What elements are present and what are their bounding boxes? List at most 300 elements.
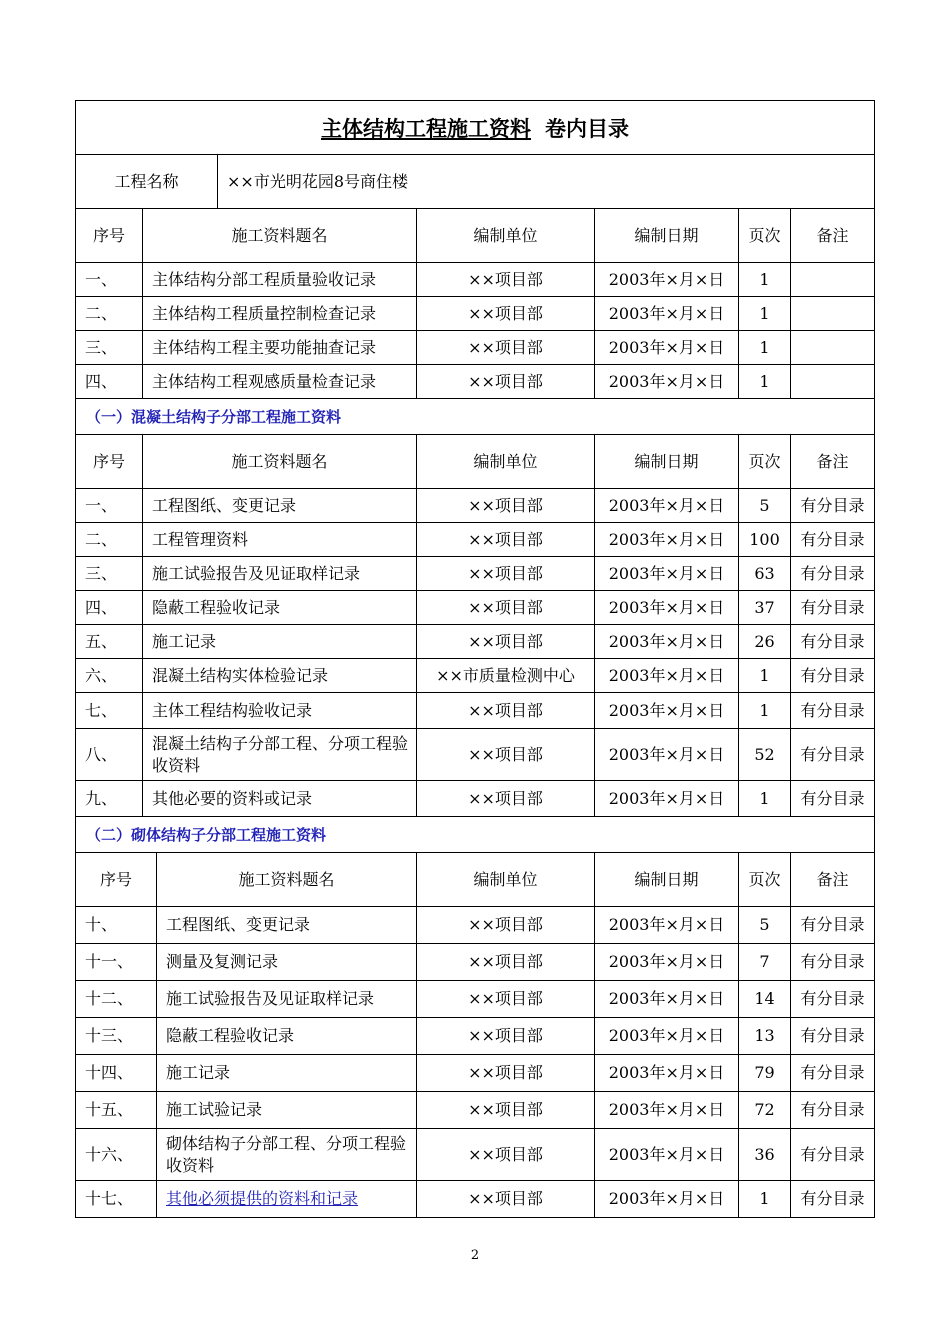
pages-text: 1	[759, 337, 770, 357]
date-text: 2003年×月×日	[608, 1026, 725, 1045]
section2-title: （二）砌体结构子分部工程施工资料	[75, 817, 875, 853]
cell-note	[790, 263, 874, 296]
table-row	[75, 263, 875, 297]
unit-text: ××项目部	[468, 1189, 543, 1208]
pages-text: 1	[759, 371, 770, 391]
name-text: 施工记录	[152, 631, 217, 651]
header-unit: 编制单位	[416, 209, 594, 262]
unit-text: ××项目部	[468, 1063, 543, 1082]
name-text: 隐蔽工程验收记录	[166, 1026, 295, 1045]
unit-text: ××项目部	[468, 989, 543, 1008]
date-text: 2003年×月×日	[608, 1063, 725, 1082]
date-text: 2003年×月×日	[608, 303, 725, 323]
cell-pages	[738, 907, 790, 943]
header-seq: 序号	[92, 451, 125, 471]
cell-name	[142, 489, 416, 522]
cell-seq	[76, 1018, 156, 1054]
header-date: 编制日期	[594, 435, 738, 488]
cell-seq	[76, 625, 142, 658]
unit-text: ××项目部	[468, 337, 543, 357]
note-text: 有分目录	[800, 631, 865, 651]
cell-unit	[416, 944, 594, 980]
table-row	[75, 659, 875, 693]
cell-unit	[416, 729, 594, 780]
cell-pages	[738, 523, 790, 556]
name-text: 其他必要的资料或记录	[152, 788, 313, 808]
table-row	[75, 591, 875, 625]
header-name: 施工资料题名	[142, 209, 416, 262]
cell-date	[594, 297, 738, 330]
unit-text: ××项目部	[468, 952, 543, 971]
date-text: 2003年×月×日	[608, 700, 725, 720]
cell-date	[594, 1018, 738, 1054]
name-text: 主体结构分部工程质量验收记录	[152, 269, 377, 289]
seq-text: 十五、	[85, 1100, 134, 1119]
header-pages: 页次	[738, 853, 790, 906]
date-text: 2003年×月×日	[608, 631, 725, 651]
cell-name	[142, 781, 416, 816]
note-text: 有分目录	[800, 915, 865, 934]
note-text: 有分目录	[800, 495, 865, 515]
name-text: 混凝土结构子分部工程、分项工程验收资料	[152, 733, 409, 775]
pages-text: 26	[754, 631, 775, 651]
cell-unit	[416, 263, 594, 296]
pages-text: 72	[754, 1100, 775, 1119]
pages-text: 37	[754, 597, 775, 617]
cell-unit	[416, 591, 594, 624]
date-text: 2003年×月×日	[608, 744, 725, 764]
cell-date	[594, 781, 738, 816]
project-label: 工程名称	[114, 171, 179, 191]
cell-note	[790, 1092, 874, 1128]
cell-note	[790, 1181, 874, 1217]
pages-text: 1	[759, 269, 770, 289]
cell-name	[156, 981, 416, 1017]
seq-text: 十二、	[85, 989, 134, 1008]
unit-text: ××项目部	[468, 915, 543, 934]
cell-note	[790, 365, 874, 398]
pages-text: 1	[759, 788, 770, 808]
cell-date	[594, 729, 738, 780]
catalog-table	[75, 100, 875, 1218]
cell-seq	[76, 1092, 156, 1128]
unit-text: ××项目部	[468, 303, 543, 323]
note-text: 有分目录	[800, 788, 865, 808]
name-text: 工程管理资料	[152, 529, 249, 549]
cell-name	[142, 297, 416, 330]
table-row	[75, 1129, 875, 1181]
header-date: 编制日期	[594, 853, 738, 906]
table-row	[75, 1181, 875, 1218]
cell-seq	[76, 1181, 156, 1217]
cell-pages	[738, 1018, 790, 1054]
header-note: 备注	[790, 853, 874, 906]
date-text: 2003年×月×日	[608, 1189, 725, 1208]
cell-name	[142, 557, 416, 590]
cell-seq	[76, 1129, 156, 1180]
cell-pages	[738, 1129, 790, 1180]
cell-date	[594, 625, 738, 658]
seq-text: 六、	[85, 665, 118, 685]
seq-text: 十六、	[85, 1144, 134, 1164]
name-text: 混凝土结构实体检验记录	[152, 665, 329, 685]
cell-name	[142, 659, 416, 692]
cell-unit	[416, 1129, 594, 1180]
note-text: 有分目录	[800, 1026, 865, 1045]
note-text: 有分目录	[800, 597, 865, 617]
table-row	[75, 693, 875, 729]
cell-unit	[416, 1055, 594, 1091]
date-text: 2003年×月×日	[608, 915, 725, 934]
name-text: 施工记录	[166, 1063, 231, 1082]
seq-text: 七、	[85, 700, 118, 720]
item-link[interactable]: 其他必须提供的资料和记录	[166, 1189, 359, 1208]
seq-text: 十七、	[85, 1189, 134, 1208]
date-text: 2003年×月×日	[608, 788, 725, 808]
table-row	[75, 1092, 875, 1129]
header-pages: 页次	[738, 435, 790, 488]
cell-unit	[416, 489, 594, 522]
table-row	[75, 297, 875, 331]
cell-name	[142, 625, 416, 658]
date-text: 2003年×月×日	[608, 529, 725, 549]
header-row-section1	[75, 435, 875, 489]
name-text: 工程图纸、变更记录	[152, 495, 297, 515]
header-unit: 编制单位	[416, 435, 594, 488]
cell-unit	[416, 659, 594, 692]
cell-note	[790, 331, 874, 364]
pages-text: 36	[754, 1144, 775, 1164]
cell-note	[790, 907, 874, 943]
document-title	[76, 101, 874, 154]
date-text: 2003年×月×日	[608, 1100, 725, 1119]
pages-text: 7	[759, 952, 770, 971]
cell-pages	[738, 944, 790, 980]
page-number: 2	[470, 1248, 480, 1263]
date-text: 2003年×月×日	[608, 597, 725, 617]
section1-title: （一）混凝土结构子分部工程施工资料	[75, 399, 875, 435]
cell-name	[142, 693, 416, 728]
cell-seq	[76, 591, 142, 624]
cell-unit	[416, 981, 594, 1017]
cell-pages	[738, 263, 790, 296]
cell-unit	[416, 1181, 594, 1217]
unit-text: ××项目部	[468, 597, 543, 617]
cell-name	[142, 331, 416, 364]
table-row	[75, 557, 875, 591]
cell-name	[142, 591, 416, 624]
pages-text: 13	[754, 1026, 775, 1045]
cell-note	[790, 489, 874, 522]
title-suffix: 卷内目录	[545, 116, 629, 141]
cell-note	[790, 625, 874, 658]
table-row	[75, 944, 875, 981]
seq-text: 十三、	[85, 1026, 134, 1045]
cell-unit	[416, 557, 594, 590]
title-main: 主体结构工程施工资料	[321, 116, 531, 141]
cell-pages	[738, 1055, 790, 1091]
name-text: 测量及复测记录	[166, 952, 279, 971]
note-text: 有分目录	[800, 989, 865, 1008]
header-date: 编制日期	[594, 209, 738, 262]
cell-unit	[416, 693, 594, 728]
cell-date	[594, 365, 738, 398]
pages-text: 52	[754, 744, 775, 764]
date-text: 2003年×月×日	[608, 1144, 725, 1164]
cell-seq	[76, 781, 142, 816]
unit-text: ××项目部	[468, 788, 543, 808]
cell-date	[594, 907, 738, 943]
header-row-section2	[75, 853, 875, 907]
pages-text: 1	[759, 1189, 770, 1208]
cell-seq	[76, 1055, 156, 1091]
cell-pages	[738, 331, 790, 364]
cell-pages	[738, 297, 790, 330]
cell-date	[594, 263, 738, 296]
name-text: 工程图纸、变更记录	[166, 915, 311, 934]
seq-text: 二、	[85, 303, 118, 323]
cell-unit	[416, 365, 594, 398]
header-name: 施工资料题名	[142, 435, 416, 488]
project-value: ××市光明花园8号商住楼	[217, 155, 874, 208]
note-text: 有分目录	[800, 1189, 865, 1208]
cell-seq	[76, 331, 142, 364]
header-note: 备注	[790, 435, 874, 488]
cell-unit	[416, 1018, 594, 1054]
date-text: 2003年×月×日	[608, 495, 725, 515]
table-row	[75, 489, 875, 523]
unit-text: ××项目部	[468, 371, 543, 391]
cell-note	[790, 659, 874, 692]
pages-text: 1	[759, 303, 770, 323]
table-row	[75, 365, 875, 399]
cell-date	[594, 591, 738, 624]
unit-text: ××项目部	[468, 1026, 543, 1045]
note-text: 有分目录	[800, 563, 865, 583]
note-text: 有分目录	[800, 744, 865, 764]
cell-pages	[738, 693, 790, 728]
name-text: 主体结构工程质量控制检查记录	[152, 303, 377, 323]
date-text: 2003年×月×日	[608, 371, 725, 391]
name-text: 主体结构工程观感质量检查记录	[152, 371, 377, 391]
cell-name	[156, 1092, 416, 1128]
cell-pages	[738, 489, 790, 522]
note-text: 有分目录	[800, 1144, 865, 1164]
cell-date	[594, 693, 738, 728]
cell-date	[594, 331, 738, 364]
date-text: 2003年×月×日	[608, 269, 725, 289]
date-text: 2003年×月×日	[608, 337, 725, 357]
cell-name	[156, 1181, 416, 1217]
cell-seq	[76, 907, 156, 943]
table-row	[75, 625, 875, 659]
table-row	[75, 1055, 875, 1092]
seq-text: 九、	[85, 788, 118, 808]
cell-note	[790, 693, 874, 728]
date-text: 2003年×月×日	[608, 563, 725, 583]
cell-date	[594, 944, 738, 980]
seq-text: 五、	[85, 631, 118, 651]
cell-unit	[416, 1092, 594, 1128]
cell-note	[790, 729, 874, 780]
table-row	[75, 331, 875, 365]
unit-text: ××项目部	[468, 529, 543, 549]
table-row	[75, 523, 875, 557]
name-text: 隐蔽工程验收记录	[152, 597, 281, 617]
header-unit: 编制单位	[416, 853, 594, 906]
seq-text: 三、	[85, 337, 118, 357]
cell-note	[790, 297, 874, 330]
cell-name	[156, 1129, 416, 1180]
cell-date	[594, 659, 738, 692]
project-row	[75, 155, 875, 209]
title-row	[75, 100, 875, 155]
pages-text: 5	[759, 495, 770, 515]
cell-name	[156, 1018, 416, 1054]
cell-unit	[416, 297, 594, 330]
cell-seq	[76, 297, 142, 330]
cell-name	[156, 907, 416, 943]
name-text: 砌体结构子分部工程、分项工程验收资料	[166, 1133, 407, 1175]
cell-date	[594, 981, 738, 1017]
date-text: 2003年×月×日	[608, 989, 725, 1008]
cell-unit	[416, 625, 594, 658]
table-row	[75, 729, 875, 781]
cell-pages	[738, 659, 790, 692]
table-row	[75, 907, 875, 944]
cell-date	[594, 1092, 738, 1128]
cell-pages	[738, 625, 790, 658]
cell-note	[790, 1055, 874, 1091]
unit-text: ××项目部	[468, 495, 543, 515]
cell-seq	[76, 489, 142, 522]
pages-text: 1	[759, 700, 770, 720]
cell-note	[790, 1018, 874, 1054]
cell-pages	[738, 1181, 790, 1217]
seq-text: 二、	[85, 529, 118, 549]
seq-text: 四、	[85, 597, 118, 617]
note-text: 有分目录	[800, 1063, 865, 1082]
unit-text: ××项目部	[468, 744, 543, 764]
unit-text: ××项目部	[468, 631, 543, 651]
header-seq: 序号	[92, 225, 125, 245]
seq-text: 十、	[85, 915, 118, 934]
name-text: 施工试验报告及见证取样记录	[152, 563, 361, 583]
unit-text: ××项目部	[468, 700, 543, 720]
cell-note	[790, 944, 874, 980]
cell-name	[142, 729, 416, 780]
cell-name	[142, 523, 416, 556]
table-row	[75, 1018, 875, 1055]
header-pages: 页次	[738, 209, 790, 262]
seq-text: 一、	[85, 269, 118, 289]
cell-seq	[76, 557, 142, 590]
cell-unit	[416, 907, 594, 943]
cell-seq	[76, 944, 156, 980]
cell-unit	[416, 331, 594, 364]
note-text: 有分目录	[800, 665, 865, 685]
name-text: 施工试验报告及见证取样记录	[166, 989, 375, 1008]
name-text: 主体工程结构验收记录	[152, 700, 313, 720]
cell-date	[594, 1055, 738, 1091]
cell-pages	[738, 729, 790, 780]
table-row	[75, 781, 875, 817]
header-row-main	[75, 209, 875, 263]
unit-text: ××项目部	[468, 1100, 543, 1119]
note-text: 有分目录	[800, 529, 865, 549]
note-text: 有分目录	[800, 700, 865, 720]
seq-text: 三、	[85, 563, 118, 583]
cell-date	[594, 1181, 738, 1217]
pages-text: 5	[759, 915, 770, 934]
cell-note	[790, 523, 874, 556]
unit-text: ××项目部	[468, 1144, 543, 1164]
cell-seq	[76, 523, 142, 556]
cell-pages	[738, 781, 790, 816]
unit-text: ××项目部	[468, 269, 543, 289]
seq-text: 十四、	[85, 1063, 134, 1082]
cell-name	[156, 944, 416, 980]
cell-name	[142, 263, 416, 296]
pages-text: 79	[754, 1063, 775, 1082]
cell-date	[594, 557, 738, 590]
cell-date	[594, 1129, 738, 1180]
pages-text: 1	[759, 665, 770, 685]
cell-note	[790, 557, 874, 590]
cell-pages	[738, 981, 790, 1017]
header-note: 备注	[790, 209, 874, 262]
cell-seq	[76, 659, 142, 692]
cell-pages	[738, 1092, 790, 1128]
unit-text: ××市质量检测中心	[436, 665, 575, 685]
seq-text: 八、	[85, 744, 118, 764]
note-text: 有分目录	[800, 1100, 865, 1119]
cell-date	[594, 489, 738, 522]
date-text: 2003年×月×日	[608, 952, 725, 971]
pages-text: 100	[749, 529, 780, 549]
cell-note	[790, 981, 874, 1017]
cell-unit	[416, 523, 594, 556]
pages-text: 14	[754, 989, 775, 1008]
name-text: 施工试验记录	[166, 1100, 263, 1119]
cell-note	[790, 1129, 874, 1180]
cell-seq	[76, 263, 142, 296]
name-text: 主体结构工程主要功能抽查记录	[152, 337, 377, 357]
cell-name	[156, 1055, 416, 1091]
cell-pages	[738, 557, 790, 590]
cell-seq	[76, 365, 142, 398]
seq-text: 一、	[85, 495, 118, 515]
date-text: 2003年×月×日	[608, 665, 725, 685]
pages-text: 63	[754, 563, 775, 583]
header-seq: 序号	[99, 869, 132, 889]
cell-unit	[416, 781, 594, 816]
cell-pages	[738, 591, 790, 624]
seq-text: 十一、	[85, 952, 134, 971]
cell-seq	[76, 729, 142, 780]
cell-date	[594, 523, 738, 556]
header-name: 施工资料题名	[156, 853, 416, 906]
table-row	[75, 981, 875, 1018]
note-text: 有分目录	[800, 952, 865, 971]
cell-note	[790, 781, 874, 816]
cell-name	[142, 365, 416, 398]
cell-pages	[738, 365, 790, 398]
cell-note	[790, 591, 874, 624]
cell-seq	[76, 981, 156, 1017]
cell-seq	[76, 693, 142, 728]
seq-text: 四、	[85, 371, 118, 391]
